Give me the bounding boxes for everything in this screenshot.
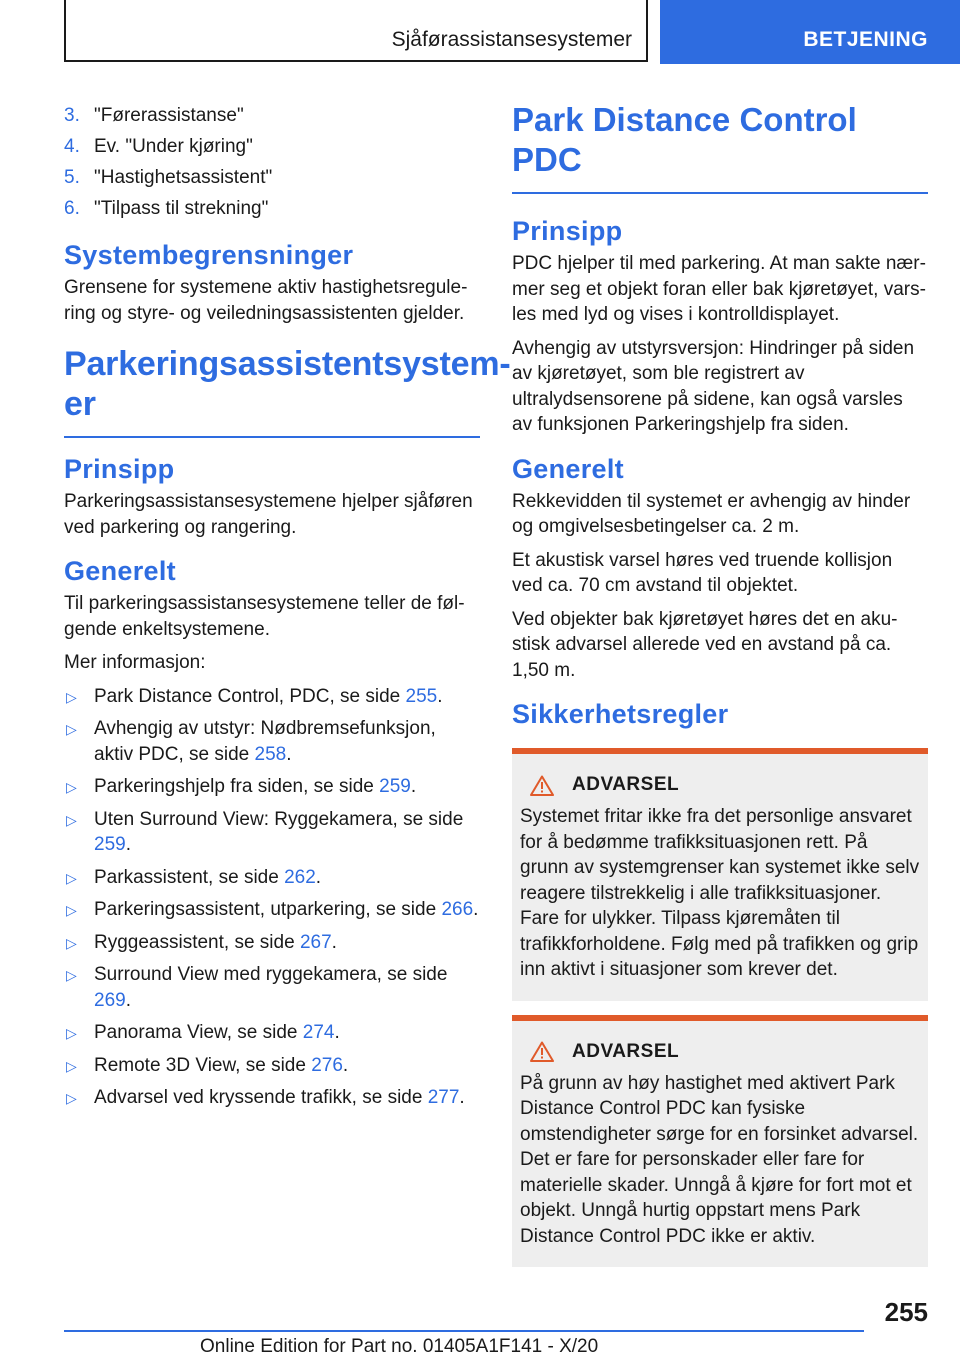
page-link[interactable]: 274 [302, 1022, 335, 1043]
more-info-label: Mer informasjon: [64, 652, 206, 673]
page-link[interactable]: 258 [254, 743, 287, 765]
triangle-bullet-icon: ▷ [66, 967, 77, 983]
pdc-principle-text-2: Avhengig av utstyrsversjon: Hindringer på siden av kjøretøyet, som ble registrert av ultralydsensorene på sidene, kan også varsles av funksjonen Parkeringshjelp fra siden. [512, 337, 915, 435]
list-item [64, 162, 480, 193]
item-end: . [286, 743, 292, 765]
triangle-bullet-icon: ▷ [66, 811, 77, 828]
item-end: . [125, 989, 131, 1011]
warning-box [512, 748, 928, 1001]
list-item [64, 1085, 480, 1111]
principle-text: Parkeringsassistansesystemene hjelper sjåføren ved parkering og rangering. [64, 491, 473, 538]
triangle-bullet-icon: ▷ [66, 1057, 77, 1074]
page-link[interactable]: 269 [94, 989, 126, 1011]
item-text: Ryggeassistent, se side [94, 931, 300, 953]
step-number: 5. [64, 167, 80, 188]
list-item [64, 716, 480, 767]
safety-heading: Sikkerhetsregler [512, 699, 729, 729]
item-text: Parkeringshjelp fra siden, se side [94, 776, 380, 797]
pdc-general-text-1: Rekkevidden til systemet er avhengig av hinder og omgivelsesbetingelser ca. 2 m. [512, 490, 911, 537]
list-item [64, 1020, 480, 1046]
section-title: Sjåførassistansesystemer [391, 28, 632, 51]
page-link[interactable]: 277 [427, 1087, 460, 1108]
item-text: Avhengig av utstyr: Nødbremsefunksjon, aktiv PDC, se side [94, 718, 436, 765]
step-text: "Førerassistanse" [94, 105, 244, 126]
warning-triangle-icon [530, 775, 554, 796]
warning-box [512, 1015, 928, 1268]
triangle-bullet-icon: ▷ [66, 1090, 77, 1106]
list-item [64, 193, 480, 224]
page-number: 255 [884, 1297, 928, 1327]
list-item [64, 962, 480, 1013]
item-end: . [125, 834, 131, 855]
item-end: . [437, 685, 443, 707]
warning-header [520, 1041, 920, 1063]
page-link[interactable]: 262 [284, 866, 316, 888]
triangle-bullet-icon: ▷ [66, 869, 77, 886]
page-link[interactable]: 255 [405, 685, 438, 707]
page-link[interactable]: 267 [299, 931, 332, 953]
step-number: 4. [64, 136, 80, 157]
item-text: Surround View med ryggekamera, se side [94, 964, 448, 985]
item-end: . [315, 866, 322, 888]
list-item [64, 865, 480, 891]
page-link[interactable]: 266 [441, 899, 474, 920]
numbered-steps [64, 100, 480, 224]
item-text: Remote 3D View, se side [94, 1054, 312, 1076]
item-end: . [342, 1054, 349, 1076]
warning-triangle-icon [530, 1041, 554, 1062]
systems-list [64, 684, 480, 1111]
item-text: Panorama View, se side [94, 1022, 303, 1043]
step-number: 3. [64, 105, 80, 126]
item-end: . [331, 931, 337, 953]
list-item [64, 807, 480, 858]
list-item [64, 1053, 480, 1079]
item-text: Advarsel ved kryssende trafikk, se side [94, 1087, 428, 1108]
system-limits-text: Grensene for systemene aktiv hastighetsregulering og styre- og veiledningsassistenten gjelder. [64, 277, 468, 324]
pdc-heading: Park Distance Control PDC [512, 100, 928, 194]
list-item [64, 897, 480, 923]
step-text: Ev. "Under kjøring" [94, 136, 253, 157]
general-heading: Generelt [64, 556, 176, 586]
footer-edition: Online Edition for Part no. 01405A1F141 - X/20 [200, 1336, 599, 1357]
left-column [64, 100, 511, 1118]
warning-text: Systemet fritar ikke fra det personlige ansvaret for å bedømme trafikksituasjonen rett. På grunn av systemgrenser kan systemet ikke selv reagere tilstrekkelig i alle trafikksituasjoner. Fare for ulykker. Tilpass kjøremåten til trafikkforholdene. Følg med på trafikken og grip inn aktivt i situasjoner som krever det. [520, 806, 920, 980]
step-text: "Hastighetsassistent" [94, 167, 273, 188]
list-item [64, 131, 480, 162]
warning-text: På grunn av høy hastighet med aktivert Park Distance Control PDC kan fysiske omstendigheter sørge for en forsinket advarsel. Det er fare for personskader eller fare for materielle skader. Unngå å kjøre for fort mot et objekt. Unngå hurtig oppstart mens Park Distance Control PDC ikke er aktiv. [520, 1072, 919, 1247]
item-text: Uten Surround View: Ryggekamera, se side [94, 808, 464, 830]
triangle-bullet-icon: ▷ [66, 721, 77, 737]
chapter-tab [660, 0, 960, 64]
step-text: "Tilpass til strekning" [94, 198, 269, 219]
warning-title: ADVARSEL [572, 1040, 680, 1062]
warning-title: ADVARSEL [572, 774, 680, 795]
pdc-general-text-2: Et akustisk varsel høres ved truende kollisjon ved ca. 70 cm avstand til objektet. [512, 549, 893, 596]
page-header [0, 0, 960, 66]
parking-systems-heading: Parkeringsassistentsystemer [64, 344, 480, 438]
pdc-principle-heading: Prinsipp [512, 216, 623, 246]
item-end: . [334, 1022, 340, 1043]
list-item [64, 684, 480, 710]
item-end: . [473, 899, 479, 920]
triangle-bullet-icon: ▷ [66, 779, 77, 795]
item-text: Parkassistent, se side [94, 866, 285, 888]
pdc-general-heading: Generelt [512, 453, 624, 484]
list-item [64, 930, 480, 956]
triangle-bullet-icon: ▷ [66, 688, 77, 705]
page-link[interactable]: 259 [379, 776, 411, 797]
footer-divider [64, 1330, 864, 1332]
warning-header [520, 774, 920, 796]
principle-heading: Prinsipp [64, 454, 175, 484]
list-item [64, 100, 480, 131]
page-link[interactable]: 259 [94, 834, 126, 855]
item-end: . [459, 1087, 465, 1108]
item-text: Park Distance Control, PDC, se side [94, 685, 406, 707]
page-link[interactable]: 276 [311, 1054, 343, 1076]
list-item [64, 774, 480, 800]
general-text: Til parkeringsassistansesystemene teller de følgende enkeltsystemene. [64, 593, 465, 640]
pdc-principle-text-1: PDC hjelper til med parkering. At man sakte nærmer seg et objekt foran eller bak kjøretøyet, varsles med lyd og vises i kontrolldisplayet. [512, 253, 926, 325]
item-end: . [410, 776, 417, 797]
pdc-general-text-3: Ved objekter bak kjøretøyet høres det en akustisk advarsel allerede ved en avstand på ca. 1,50 m. [512, 608, 898, 681]
item-text: Parkeringsassistent, utparkering, se side [94, 899, 442, 920]
triangle-bullet-icon: ▷ [66, 902, 77, 918]
triangle-bullet-icon: ▷ [66, 934, 77, 951]
right-column [512, 100, 928, 1267]
triangle-bullet-icon: ▷ [66, 1025, 77, 1041]
step-number: 6. [64, 198, 80, 219]
system-limits-heading: Systembegrensninger [64, 240, 354, 270]
chapter-label: BETJENING [803, 28, 928, 51]
section-title-box [64, 0, 648, 62]
